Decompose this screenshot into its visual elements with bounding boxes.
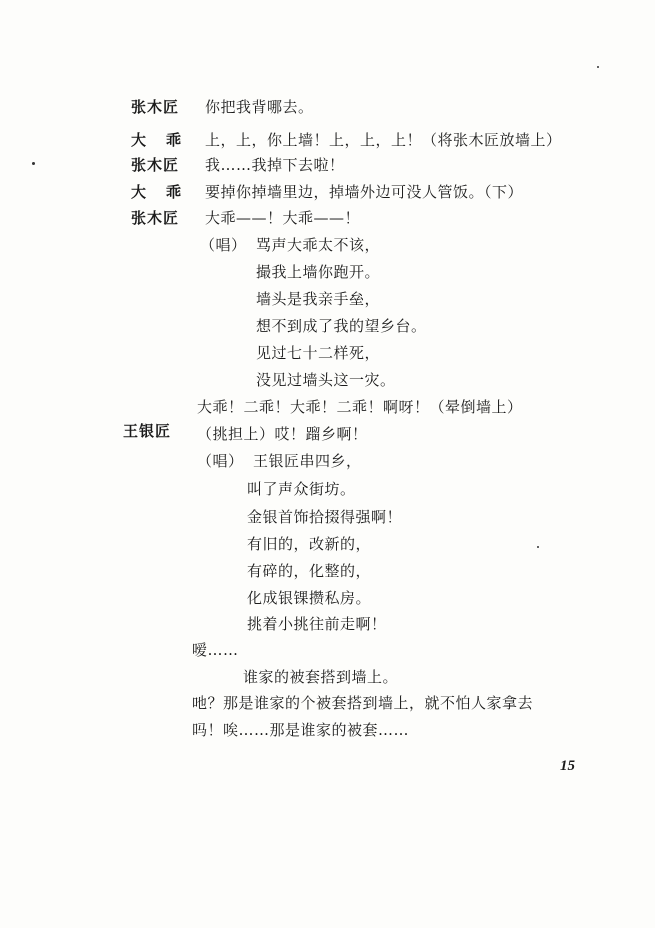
- speaker-dagui: 大乖: [131, 131, 202, 149]
- song-line: 想不到成了我的望乡台。: [256, 317, 427, 335]
- scan-speck: [537, 546, 539, 548]
- page-number: 15: [560, 758, 575, 774]
- speaker-zhang-carpenter: 张木匠: [131, 209, 180, 227]
- dialogue-line: 上，上，你上墙！上，上，上！（将张木匠放墙上）: [205, 131, 562, 149]
- dialogue-line: 你把我背哪去。: [205, 98, 314, 116]
- song-line: 叫了声众街坊。: [247, 480, 356, 498]
- scan-speck: [597, 66, 599, 68]
- song-line: 见过七十二样死，: [256, 344, 381, 362]
- sing-cue: （唱）: [197, 452, 244, 470]
- sing-cue: （唱）: [200, 236, 247, 254]
- song-line: 撮我上墙你跑开。: [256, 263, 381, 281]
- dialogue-line: 大乖！二乖！大乖！二乖！啊呀！（晕倒墙上）: [197, 398, 523, 416]
- dialogue-line: 要掉你掉墙里边，掉墙外边可没人管饭。（下）: [205, 183, 524, 201]
- song-line: 有旧的，改新的，: [247, 535, 372, 553]
- dialogue-line: 我……我掉下去啦！: [205, 156, 345, 174]
- song-line: 金银首饰拾掇得强啊！: [247, 508, 403, 526]
- song-line: 谁家的被套搭到墙上。: [243, 668, 399, 686]
- dialogue-line: 吗！唉……那是谁家的被套……: [192, 721, 410, 739]
- speaker-wang-silversmith: 王银匠: [123, 422, 172, 440]
- dialogue-line: 嗳……: [192, 641, 239, 659]
- dialogue-line: （挑担上）哎！蹓乡啊！: [197, 425, 368, 443]
- song-line: 化成银锞攒私房。: [247, 589, 372, 607]
- speaker-zhang-carpenter: 张木匠: [131, 98, 180, 116]
- dialogue-line: 大乖——！大乖——！: [205, 209, 361, 227]
- song-line: 有碎的，化整的，: [247, 562, 372, 580]
- scan-speck: [32, 162, 35, 165]
- speaker-zhang-carpenter: 张木匠: [131, 156, 180, 174]
- dialogue-line: 吔？那是谁家的个被套搭到墙上，就不怕人家拿去: [192, 694, 534, 712]
- song-line: 没见过墙头这一灾。: [256, 371, 396, 389]
- song-line: 王银匠串四乡，: [253, 452, 362, 470]
- song-line: 骂声大乖太不该，: [256, 236, 381, 254]
- speaker-dagui: 大乖: [131, 183, 202, 201]
- song-line: 挑着小挑往前走啊！: [247, 615, 387, 633]
- song-line: 墙头是我亲手垒，: [256, 290, 381, 308]
